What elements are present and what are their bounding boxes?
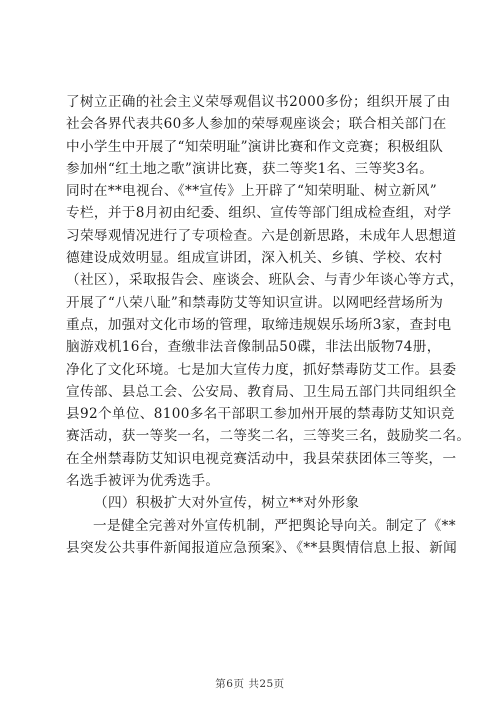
paragraph-line: 在全州禁毒防艾知识电视竞赛活动中，我县荣获团体三等奖，一	[66, 450, 457, 467]
section-line: 县突发公共事件新闻报道应急预案》、《**县舆情信息上报、新闻	[66, 539, 458, 556]
paragraph-line: 同时在**电视台、《**宣传》上开辟了“知荣明耻、树立新风”	[66, 183, 438, 200]
paragraph-line: 县92个单位、8100多名干部职工参加州开展的禁毒防艾知识竞	[66, 406, 455, 423]
paragraph-line: （社区），采取报告会、座谈会、班队会、与青少年谈心等方式，	[66, 272, 464, 289]
paragraph-line: 中小学生中开展了“知荣明耻”演讲比赛和作文竞赛；积极组队	[66, 138, 444, 155]
paragraph-line: 宣传部、县总工会、公安局、教育局、卫生局五部门共同组织全	[66, 383, 457, 400]
document-body	[66, 91, 471, 559]
paragraph-line: 赛活动，获一等奖一名，二等奖二名，三等奖三名，鼓励奖二名。	[66, 428, 471, 445]
section-heading: （四）积极扩大对外宣传，树立**对外形象	[94, 495, 360, 512]
paragraph-line: 净化了文化环境。七是加大宣传力度，抓好禁毒防艾工作。县委	[66, 361, 457, 378]
paragraph-line: 了树立正确的社会主义荣辱观倡议书2000多份；组织开展了由	[66, 94, 451, 110]
paragraph-line: 名选手被评为优秀选手。	[66, 473, 220, 490]
paragraph-line: 开展了“八荣八耻”和禁毒防艾等知识宣讲。以网吧经营场所为	[66, 294, 444, 311]
page-number-footer: 第6页 共25页	[215, 678, 285, 690]
paragraph-line: 参加州“红土地之歌”演讲比赛，获二等奖1名、三等奖3名。	[66, 160, 434, 177]
paragraph-line: 专栏，并于8月初由纪委、组织、宣传等部门组成检查组，对学	[66, 205, 452, 222]
paragraph-line: 重点，加强对文化市场的管理，取缔违规娱乐场所3家，查封电	[66, 316, 452, 333]
paragraph-line: 习荣辱观情况进行了专项检查。六是创新思路，未成年人思想道	[66, 227, 457, 244]
paragraph-line: 社会各界代表共60多人参加的荣辱观座谈会；联合相关部门在	[66, 116, 447, 133]
section-line: 一是健全完善对外宣传机制，严把舆论导向关。制定了《**	[93, 517, 456, 534]
paragraph-line: 德建设成效明显。组成宣讲团，深入机关、乡镇、学校、农村	[66, 250, 443, 267]
paragraph-line: 脑游戏机16台，查缴非法音像制品50碟，非法出版物74册，	[66, 339, 441, 356]
